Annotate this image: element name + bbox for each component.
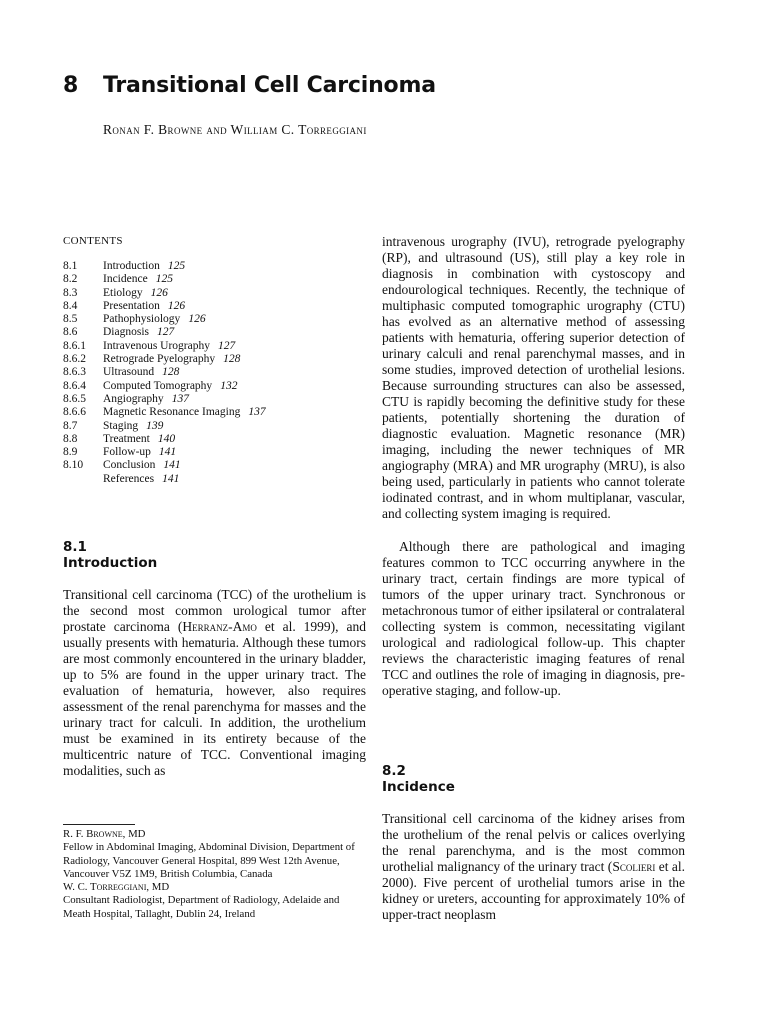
toc-entry-title: Ultrasound xyxy=(103,366,155,379)
paragraph-text: et al. 2000). Five percent of urothelial tumors arise in the kidney or ureters, accounting for approximately 10% of upper-tract neoplasm xyxy=(382,859,685,922)
toc-entry-title: Pathophysiology xyxy=(103,313,181,326)
toc-entry-page: 127 xyxy=(157,326,175,339)
body-paragraph: Although there are pathological and imaging features common to TCC occurring anywhere in the urinary tract, certain findings are more typical of tumors of the upper urinary tract. Synchronous or metachronous tumor of either ipsilateral or contralateral collecting system is common, necessitating vigilant urological and radiological follow-up. This chapter reviews the characteristic imaging features of renal TCC and outlines the role of imaging in diagnosis, pre-operative staging, and follow-up. xyxy=(382,539,685,698)
toc-entry xyxy=(63,446,363,459)
toc-entry xyxy=(63,260,363,273)
footnote-author-name: W. C. Torreggiani, MD xyxy=(63,881,170,894)
footnote-author-name: R. F. Browne, MD xyxy=(63,828,146,840)
toc-entry-title: Staging xyxy=(103,419,139,432)
section-number: 8.2 xyxy=(382,763,406,779)
toc-entry-page: 126 xyxy=(150,286,168,299)
toc-entry xyxy=(63,340,363,353)
toc-entry-page: 125 xyxy=(167,260,186,272)
toc-entry-title: Retrograde Pyelography xyxy=(103,353,216,366)
toc-entry-title: References xyxy=(103,472,155,485)
toc-entry-number: 8.8 xyxy=(63,432,78,445)
toc-entry xyxy=(63,273,363,286)
toc-entry xyxy=(63,300,363,313)
toc-entry-number: 8.6.1 xyxy=(63,339,86,352)
toc-entry-title: Magnetic Resonance Imaging xyxy=(103,406,241,419)
toc-entry-number: 8.1 xyxy=(63,260,78,272)
toc-entry-title: Etiology xyxy=(103,286,143,299)
toc-entry-page: 137 xyxy=(248,406,266,419)
paragraph-text: et al. 1999), and usually presents with hematuria. Although these tumors are most commonly encountered in the urinary bladder, up to 5% are found in the upper urinary tract. The evaluation of hematuria, however, also requires assessment of the renal parenchyma for masses and the urinary tract for calculi. In addition, the urothelium must be examined in its entirety because of the multicentric nature of TCC. Conventional imaging modalities, such as xyxy=(63,619,366,778)
toc-entry-page: 141 xyxy=(163,459,181,472)
chapter-number: 8 xyxy=(63,73,79,98)
toc-entry-page: 139 xyxy=(146,419,164,432)
toc-entry xyxy=(63,433,363,446)
toc-entry xyxy=(63,420,363,433)
toc-entry-page: 126 xyxy=(188,313,206,326)
toc-entry-title: Angiography xyxy=(103,392,164,405)
toc-entry xyxy=(63,287,363,300)
paragraph-text: Transitional cell carcinoma of the kidney arises from the urothelium of the renal pelvis or calices overlying the renal parenchyma, and is the most common urothelial malignancy of the urinary tract ( xyxy=(382,811,685,874)
toc-entry-number: 8.6.3 xyxy=(63,366,86,379)
toc-entry xyxy=(63,406,363,419)
toc-entry-title: Conclusion xyxy=(103,459,156,472)
toc-entry xyxy=(63,353,363,366)
toc-entry-page: 141 xyxy=(162,472,180,485)
toc-entry-number: 8.3 xyxy=(63,286,78,299)
body-paragraph: intravenous urography (IVU), retrograde pyelography (RP), and ultrasound (US), still play a key role in diagnosis in combination with cystoscopy and endourological techniques. Recently, the technique of multiphasic computed tomographic urography (CTU) has evolved as an alternative method of assessing patients with hematuria, offering superior detection of urinary calculi and renal parenchymal masses, and in some studies, improved detection of urothelial lesions. Because surrounding structures can also be assessed, CTU is rapidly becoming the definitive study for these patients, potentially shortening the duration of diagnostic evaluation. Magnetic resonance (MR) imaging, including the newer techniques of MR angiography (MRA) and MR urography (MRU), is also being used, particularly in patients who cannot tolerate iodinated contrast, and in whom multiplanar, vascular, and collecting system imaging is required. xyxy=(382,234,685,521)
toc-entry-title: Intravenous Urography xyxy=(103,339,210,352)
footnote-divider xyxy=(63,824,135,825)
toc-entry xyxy=(63,313,363,326)
paragraph-text: Transitional cell carcinoma (TCC) of the urothelium is the second most common urological tumor after prostate carcinoma ( xyxy=(63,587,366,634)
toc-entry xyxy=(63,473,363,486)
toc-entry-number: 8.6 xyxy=(63,326,78,339)
toc-entry-title: Treatment xyxy=(103,432,150,445)
toc-entry-number: 8.7 xyxy=(63,419,78,432)
toc-list xyxy=(63,260,363,486)
toc-entry-number: 8.5 xyxy=(63,313,78,326)
section-title: Incidence xyxy=(382,779,455,795)
toc-entry-number: 8.6.6 xyxy=(63,406,86,419)
toc-entry-page: 140 xyxy=(157,432,176,445)
citation-author: Herranz-Amo xyxy=(182,619,257,634)
toc-entry-page: 126 xyxy=(167,299,186,312)
table-of-contents xyxy=(63,235,363,486)
footnote-author-affiliation: Consultant Radiologist, Department of Radiology, Adelaide and Meath Hospital, Tallaght, Dublin 24, Ireland xyxy=(63,894,340,920)
toc-entry-page: 128 xyxy=(162,366,180,379)
toc-entry xyxy=(63,459,363,472)
incidence-paragraph xyxy=(382,811,685,923)
toc-entry-page: 141 xyxy=(158,446,177,459)
chapter-authors: Ronan F. Browne and William C. Torreggiani xyxy=(103,122,367,137)
citation-author: Scolieri xyxy=(612,859,656,874)
footnote-author-affiliation: Fellow in Abdominal Imaging, Abdominal Division, Department of Radiology, Vancouver General Hospital, 899 West 12th Avenue, Vancouver V5Z 1M9, British Columbia, Canada xyxy=(63,841,355,880)
toc-entry-number: 8.6.2 xyxy=(63,353,86,366)
section-title: Introduction xyxy=(63,555,158,571)
chapter-title-text: Transitional Cell Carcinoma xyxy=(103,73,436,98)
toc-entry-page: 128 xyxy=(223,353,241,366)
toc-entry xyxy=(63,393,363,406)
toc-entry-page: 127 xyxy=(217,339,236,352)
toc-entry xyxy=(63,326,363,339)
toc-entry-number: 8.6.4 xyxy=(63,379,86,392)
toc-entry-number: 8.10 xyxy=(63,459,84,472)
toc-entry-title: Introduction xyxy=(103,260,160,272)
toc-entry-title: Incidence xyxy=(103,273,148,286)
toc-entry-title: Presentation xyxy=(103,299,160,312)
section-heading-incidence xyxy=(382,763,455,795)
chapter-title xyxy=(63,73,436,98)
toc-entry-page: 137 xyxy=(171,392,189,405)
introduction-paragraph xyxy=(63,587,366,779)
author-footnotes xyxy=(63,828,368,921)
section-number: 8.1 xyxy=(63,539,87,555)
toc-entry-number: 8.2 xyxy=(63,273,78,286)
toc-entry-title: Computed Tomography xyxy=(103,379,213,392)
contents-heading: CONTENTS xyxy=(63,235,123,247)
toc-entry-page: 125 xyxy=(155,273,173,286)
toc-entry xyxy=(63,366,363,379)
toc-entry-page: 132 xyxy=(220,379,238,392)
section-heading-introduction xyxy=(63,539,157,571)
toc-entry-number: 8.6.5 xyxy=(63,392,86,405)
toc-entry xyxy=(63,380,363,393)
toc-entry-number: 8.9 xyxy=(63,446,78,459)
toc-entry-number: 8.4 xyxy=(63,299,78,312)
toc-entry-title: Follow-up xyxy=(103,446,151,459)
toc-entry-title: Diagnosis xyxy=(103,326,149,339)
